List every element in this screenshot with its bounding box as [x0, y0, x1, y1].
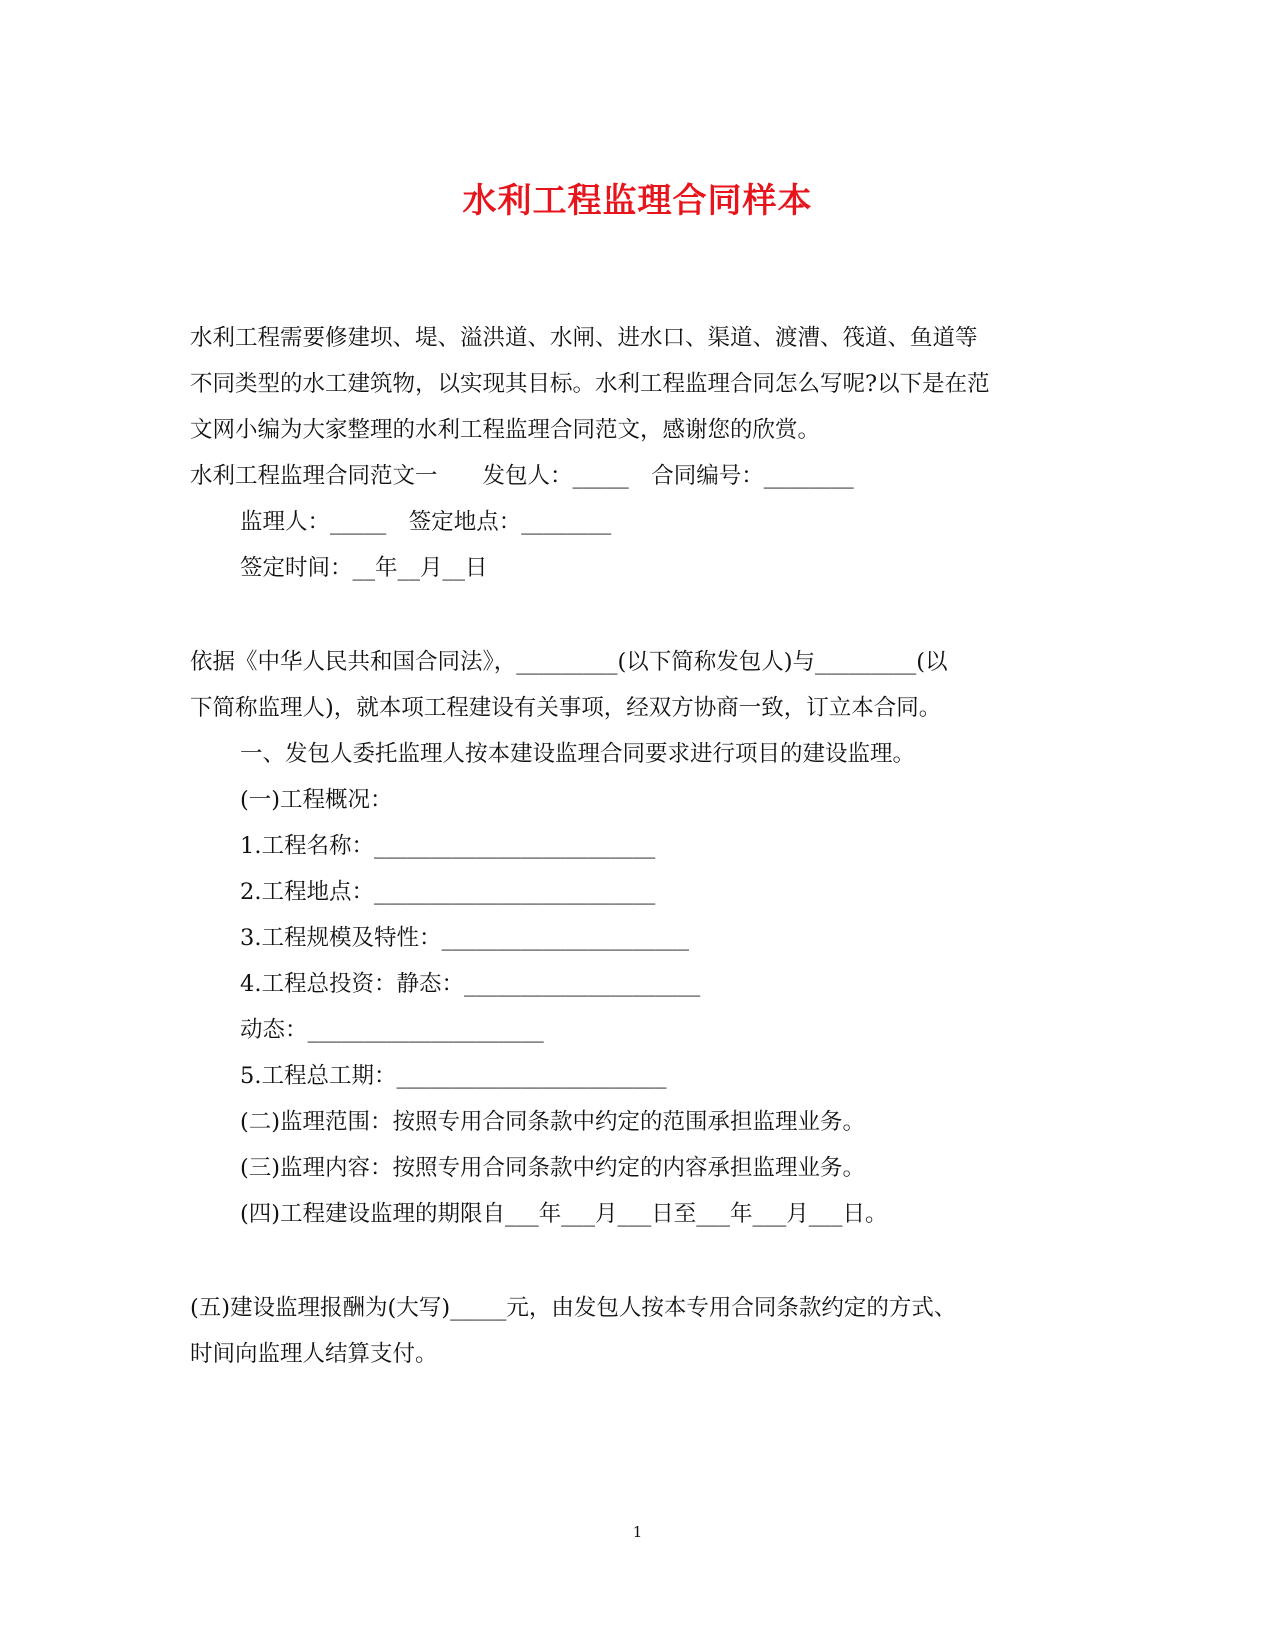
- contract-header-line: 水利工程监理合同范文一 发包人：_____ 合同编号：________: [190, 463, 854, 489]
- paragraph-line: 文网小编为大家整理的水利工程监理合同范文，感谢您的欣赏。: [190, 417, 821, 443]
- subsection-line: (四)工程建设监理的期限自___年___月___日至___年___月___日。: [240, 1201, 888, 1227]
- supervisor-line: 监理人：_____ 签定地点：________: [240, 509, 612, 535]
- page-number: 1: [632, 1523, 643, 1541]
- list-item: 动态：_____________________: [240, 1017, 544, 1043]
- paragraph-line: (五)建设监理报酬为(大写)_____元，由发包人按本专用合同条款约定的方式、: [190, 1295, 957, 1321]
- signing-date-line: 签定时间：__年__月__日: [240, 555, 488, 581]
- paragraph-line: 依据《中华人民共和国合同法》，_________(以下简称发包人)与_________(以: [190, 649, 948, 675]
- list-item: 5.工程总工期：________________________: [240, 1063, 667, 1089]
- section-heading: 一、发包人委托监理人按本建设监理合同要求进行项目的建设监理。: [240, 741, 916, 767]
- list-item: 1.工程名称：_________________________: [240, 833, 656, 859]
- paragraph-line: 下简称监理人)，就本项工程建设有关事项，经双方协商一致，订立本合同。: [190, 695, 942, 721]
- paragraph-line: 时间向监理人结算支付。: [190, 1341, 438, 1367]
- list-item: 2.工程地点：_________________________: [240, 879, 656, 905]
- list-item: 4.工程总投资：静态：_____________________: [240, 971, 701, 997]
- document-title: 水利工程监理合同样本: [462, 181, 813, 221]
- list-item: 3.工程规模及特性：______________________: [240, 925, 689, 951]
- paragraph-line: 水利工程需要修建坝、堤、溢洪道、水闸、进水口、渠道、渡漕、筏道、鱼道等: [190, 325, 978, 351]
- paragraph-line: 不同类型的水工建筑物，以实现其目标。水利工程监理合同怎么写呢?以下是在范: [190, 371, 990, 397]
- subsection-line: (二)监理范围：按照专用合同条款中约定的范围承担监理业务。: [240, 1109, 866, 1135]
- subsection-line: (三)监理内容：按照专用合同条款中约定的内容承担监理业务。: [240, 1155, 866, 1181]
- subsection-heading: (一)工程概况：: [240, 787, 393, 813]
